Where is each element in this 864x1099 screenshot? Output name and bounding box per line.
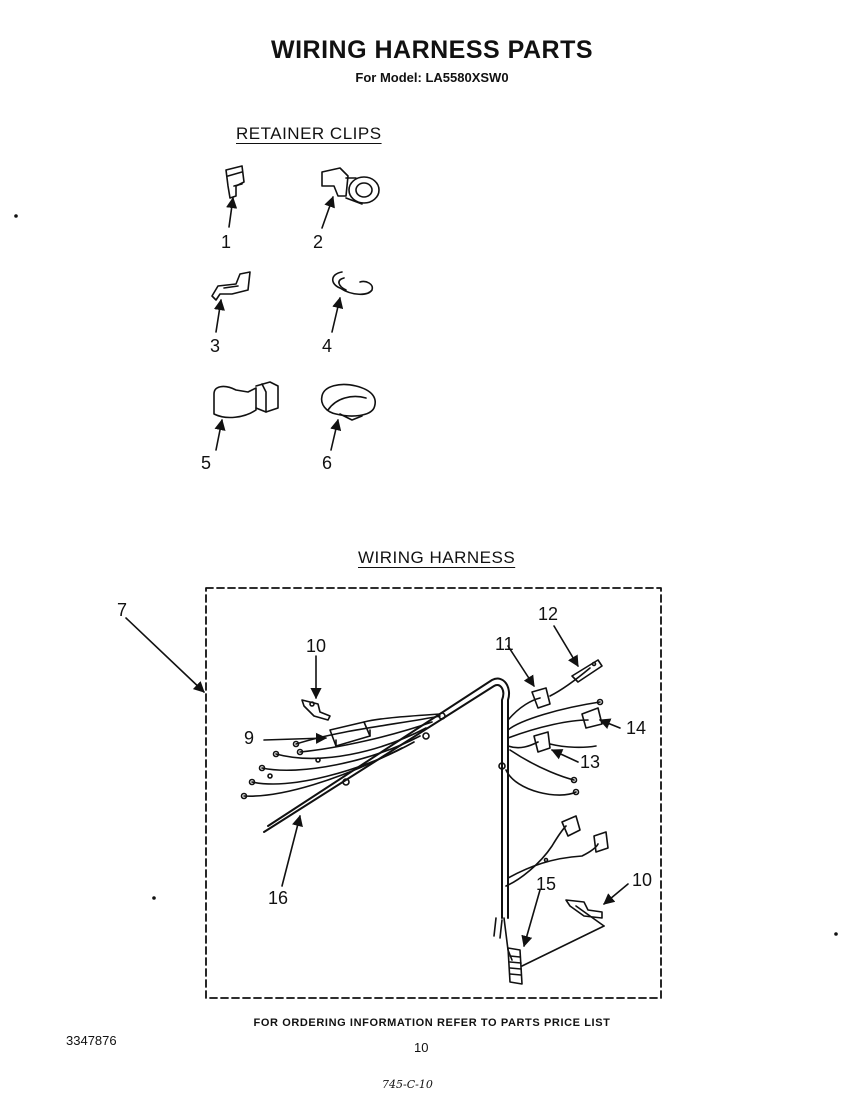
callout-15: 15 [536,874,557,894]
callout-7: 7 [117,600,128,620]
leader-arrow-1 [229,198,233,227]
leader-arrow-2 [322,197,333,228]
leader-arrow-9 [264,738,326,740]
terminal-10-upper [302,656,330,720]
retainer-clip-1 [226,166,244,227]
model-subtitle: For Model: LA5580XSW0 [355,70,509,85]
leader-arrow-4 [332,298,340,332]
callout-14: 14 [626,718,647,738]
leader-arrow-3 [216,300,221,332]
retainer-clip-3 [212,272,250,332]
callout-9: 9 [244,728,255,748]
handwritten-code: 745-C-10 [382,1078,433,1091]
callout-12: 12 [538,604,559,624]
leader-arrow-16 [282,816,300,886]
connector-block-15 [508,890,604,984]
right-upper-branches [506,626,620,795]
leader-arrow-12 [554,626,578,666]
retainer-clip-4 [332,272,372,332]
callout-6: 6 [322,453,333,473]
right-lower-branches [506,816,608,886]
callout-13: 13 [580,752,601,772]
callout-4: 4 [322,336,333,356]
leader-arrow-7 [126,618,204,692]
callout-10-upper: 10 [306,636,327,656]
left-wire-branches [242,714,441,799]
retainer-clips-heading: RETAINER CLIPS [236,124,382,143]
page-title: WIRING HARNESS PARTS [270,36,594,64]
retainer-clip-5 [214,382,278,450]
callout-11: 11 [495,634,514,654]
page-number: 10 [414,1040,429,1055]
leader-arrow-5 [216,420,222,450]
retainer-clip-6 [322,384,376,450]
leader-arrow-13 [552,750,578,762]
callout-5: 5 [201,453,212,473]
callout-2: 2 [313,232,324,252]
leader-arrow-6 [331,420,338,450]
connector-11 [532,688,550,708]
leader-arrow-10-lower [604,884,628,904]
callout-16: 16 [268,888,289,908]
callout-3: 3 [210,336,221,356]
retainer-clip-2 [322,168,379,228]
document-number: 3347876 [66,1033,117,1048]
callout-10-lower: 10 [632,870,653,890]
terminal-10-lower [566,884,628,926]
wiring-harness-heading: WIRING HARNESS [358,548,516,567]
harness-boundary [206,588,661,998]
leader-arrow-15 [524,890,540,946]
callout-1: 1 [221,232,232,252]
ordering-note: FOR ORDERING INFORMATION REFER TO PARTS PRICE LIST [253,1017,611,1029]
connector-14 [582,708,602,728]
leader-arrow-14 [600,720,620,728]
main-harness-trunk [264,679,512,960]
